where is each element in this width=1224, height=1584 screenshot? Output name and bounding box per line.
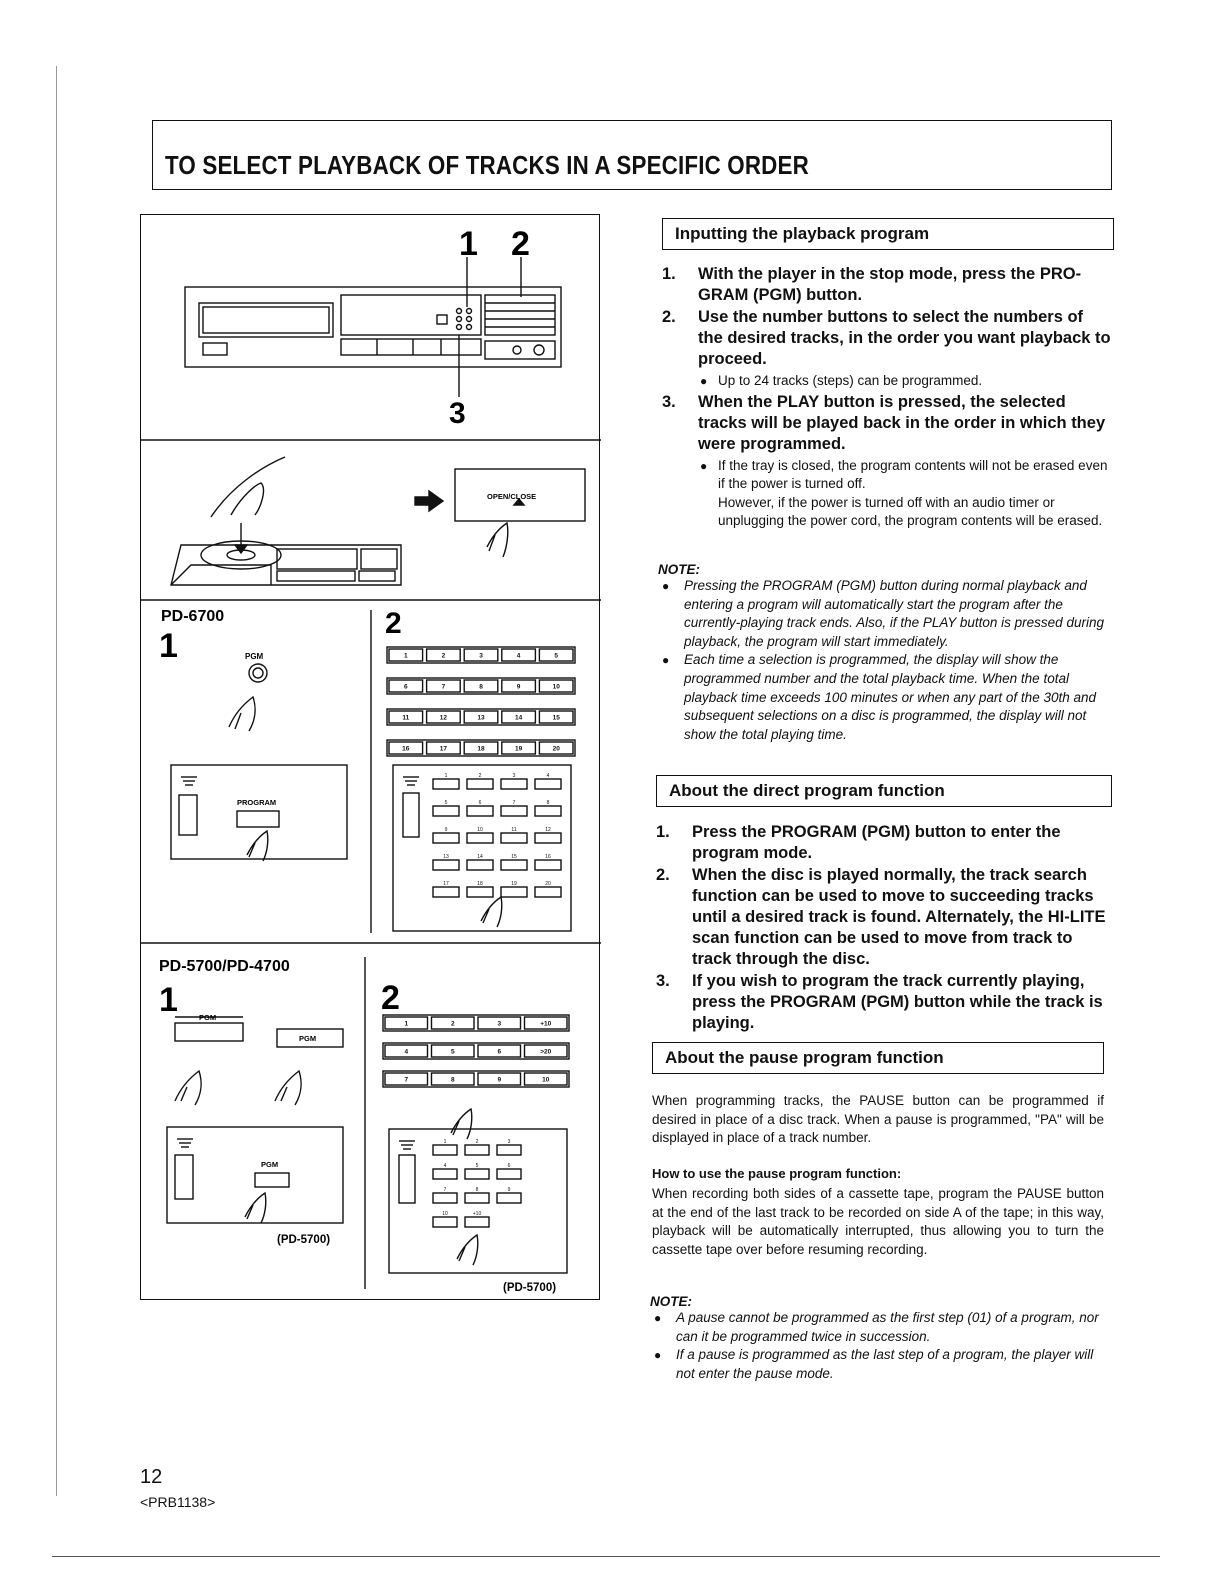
remote-number-key[interactable] [433, 779, 459, 789]
remote-key-label: 10 [477, 827, 483, 833]
remote-key-label: 7 [512, 800, 516, 806]
number-key-label: 17 [439, 745, 448, 753]
figure-panel [140, 214, 600, 1300]
pd5700-pgm-button: PGM [299, 1034, 317, 1043]
number-key-label: 8 [479, 683, 483, 691]
note-item: ● Each time a selection is programmed, the display will show the programmed number and the total playback time. When the total playback time exceeds 100 minutes or when any part of the 30th and subsequent selections on a disc is programmed, the display will not show the total playing time. [662, 652, 1097, 742]
remote-number-key[interactable] [465, 1217, 489, 1227]
remote-key-label: 1 [444, 773, 448, 779]
margin-rule [56, 66, 57, 1496]
number-key-label: 11 [402, 714, 410, 722]
number-key-label: 5 [554, 652, 559, 660]
remote-number-key[interactable] [535, 833, 561, 843]
remote-key-label: 9 [507, 1187, 511, 1193]
pd6700-label: PD-6700 [161, 608, 225, 625]
remote-key-label: 19 [511, 881, 517, 887]
remote-number-key[interactable] [467, 833, 493, 843]
remote-number-key[interactable] [501, 779, 527, 789]
note-item: ● A pause cannot be programmed as the first step (01) of a program, nor can it be programmed twice in succession. [654, 1310, 1099, 1344]
number-key-label: 3 [497, 1020, 502, 1028]
remote-number-key[interactable] [501, 806, 527, 816]
pd6700-step2: 2 [385, 607, 402, 640]
remote-key-label: 14 [477, 854, 483, 860]
pd6700-program-label: PROGRAM [237, 798, 277, 807]
number-key-label: >20 [540, 1048, 552, 1056]
remote-number-key[interactable] [535, 860, 561, 870]
number-key-label: 4 [404, 1048, 409, 1056]
callout-2: 2 [511, 225, 530, 263]
pd5700-step1: 1 [159, 981, 178, 1019]
remote-number-key[interactable] [535, 779, 561, 789]
open-close-label: OPEN/CLOSE [487, 492, 537, 501]
remote-number-key[interactable] [497, 1193, 521, 1203]
direct-step-2: 2. When the disc is played normally, the track search function can be used to move to succeeding tracks until a desired track is found. Alternately, the HI-LITE scan function can be used to move from track to track through the disc. [656, 866, 1106, 968]
number-key-label: 13 [477, 714, 485, 722]
remote-number-key[interactable] [501, 833, 527, 843]
direct-steps [656, 822, 1108, 1035]
page-number: 12 [140, 1466, 163, 1488]
pause-howto-text: When recording both sides of a cassette tape, program the PAUSE button at the end of the last track to be recorded on side A of the tape; in this way, playback will be automatically interrupted, thus allowing you to turn the cassette tape over before resuming recording. [652, 1186, 1104, 1257]
pd5700-remote-pgm: PGM [261, 1160, 279, 1169]
remote-key-label: 9 [444, 827, 448, 833]
remote-key-label: 15 [511, 854, 517, 860]
remote-number-key[interactable] [433, 1169, 457, 1179]
remote-number-key[interactable] [467, 860, 493, 870]
remote-number-key[interactable] [465, 1169, 489, 1179]
pd6700-step1: 1 [159, 627, 178, 665]
remote-key-label: 6 [507, 1163, 511, 1169]
footer-rule [52, 1556, 1160, 1557]
pd5700-remote-caption: (PD-5700) [277, 1234, 331, 1246]
remote-key-label: 8 [475, 1187, 479, 1193]
remote-number-key[interactable] [433, 1217, 457, 1227]
remote-key-label: 4 [443, 1163, 447, 1169]
note-item: ● Pressing the PROGRAM (PGM) button during normal playback and entering a program will automatically start the program after the currently-playing track ends. Also, if the PLAY button is pressed during playback, the program will start immediately. [662, 578, 1104, 649]
pause-howto-heading: How to use the pause program function: [652, 1166, 902, 1181]
number-key-label: 3 [479, 652, 483, 660]
number-key-label: 18 [477, 745, 485, 753]
remote-number-key[interactable] [433, 887, 459, 897]
inputting-step-2-sub: ● Up to 24 tracks (steps) can be programmed. [700, 373, 983, 388]
number-key-label: 7 [404, 1076, 409, 1084]
number-key-label: 14 [514, 714, 523, 722]
number-key-label: 10 [552, 683, 560, 691]
remote-key-label: 3 [512, 773, 516, 779]
remote-number-key[interactable] [535, 887, 561, 897]
remote-number-key[interactable] [501, 860, 527, 870]
page-title: TO SELECT PLAYBACK OF TRACKS IN A SPECIFIC ORDER [165, 150, 809, 180]
remote-key-label: 2 [478, 773, 482, 779]
pause-heading: About the pause program function [652, 1042, 1104, 1074]
inputting-step-3: 3. When the PLAY button is pressed, the selected tracks will be played back in the order in which they were programmed. ● If the tray is closed, the program contents will not be erased even if the power is turned off. However, if the power is turned off with an audio timer or unplugging the power cord, the program contents will be erased. [662, 392, 1112, 531]
remote-number-key[interactable] [501, 887, 527, 897]
pd5700-keypad-caption: (PD-5700) [503, 1282, 557, 1294]
number-key-label: 4 [516, 652, 521, 660]
remote-number-key[interactable] [467, 887, 493, 897]
inputting-notes [658, 562, 1110, 744]
number-key-label: 16 [402, 745, 410, 753]
remote-key-label: 2 [475, 1139, 479, 1145]
remote-key-label: 8 [546, 800, 550, 806]
remote-key-label: 13 [443, 854, 449, 860]
pause-intro: When programming tracks, the PAUSE button can be programmed if desired in place of a disc track. When a pause is programmed, "PA" will be displayed in place of a track number. [652, 1093, 1104, 1145]
note-label: NOTE: [658, 562, 700, 577]
number-key-label: 1 [403, 652, 408, 660]
remote-number-key[interactable] [465, 1145, 489, 1155]
number-key-label: 1 [404, 1020, 409, 1028]
number-key-label: 9 [497, 1076, 502, 1084]
note-label: NOTE: [650, 1294, 692, 1309]
direct-heading: About the direct program function [656, 775, 1112, 807]
pd6700-pgm-label: PGM [245, 652, 264, 661]
direct-step-3: 3. If you wish to program the track currently playing, press the PROGRAM (PGM) button while the track is playing. [656, 972, 1103, 1032]
number-key-label: 6 [403, 683, 408, 691]
remote-key-label: 17 [443, 881, 449, 887]
remote-number-key[interactable] [433, 1145, 457, 1155]
note-item: ● If a pause is programmed as the last step of a program, the player will not enter the pause mode. [654, 1347, 1094, 1381]
inputting-step-2: 2. Use the number buttons to select the numbers of the desired tracks, in the order you want playback to proceed. ● Up to 24 tracks (steps) can be programmed. [662, 307, 1112, 391]
remote-number-key[interactable] [535, 806, 561, 816]
remote-number-key[interactable] [467, 806, 493, 816]
number-key-label: 15 [552, 714, 560, 722]
doc-ref: <PRB1138> [140, 1494, 216, 1510]
number-key-label: 9 [516, 683, 521, 691]
remote-key-label: 4 [546, 773, 550, 779]
remote-number-key[interactable] [433, 1193, 457, 1203]
number-key-label: 5 [450, 1048, 455, 1056]
remote-number-key[interactable] [497, 1145, 521, 1155]
remote-number-key[interactable] [433, 833, 459, 843]
number-key-label: 2 [450, 1020, 455, 1028]
figure-illustration [141, 215, 601, 1301]
remote-number-key[interactable] [465, 1193, 489, 1203]
remote-number-key[interactable] [433, 860, 459, 870]
direct-step-1: 1. Press the PROGRAM (PGM) button to enter the program mode. [656, 823, 1061, 862]
title-box [152, 120, 1112, 190]
remote-key-label: 12 [545, 827, 551, 833]
inputting-step-3-sub: ● If the tray is closed, the program contents will not be erased even if the power is turned off. However, if the power is turned off with an audio timer or unplugging the power cord, the program contents will be erased. [700, 457, 1108, 528]
inputting-step-1: 1. With the player in the stop mode, press the PRO-GRAM (PGM) button. [662, 265, 1082, 304]
remote-key-label: 11 [511, 827, 517, 833]
pd5700-pgm-label: PGM [199, 1013, 217, 1022]
number-key-label: +10 [540, 1020, 552, 1028]
number-key-label: 6 [497, 1048, 502, 1056]
remote-key-label: 5 [444, 800, 448, 806]
inputting-heading: Inputting the playback program [662, 218, 1114, 250]
remote-key-label: 7 [443, 1187, 447, 1193]
pause-notes [650, 1294, 1102, 1383]
remote-number-key[interactable] [497, 1169, 521, 1179]
remote-key-label: 16 [545, 854, 551, 860]
remote-key-label: 5 [475, 1163, 479, 1169]
number-key-label: 2 [441, 652, 446, 660]
number-key-label: 20 [552, 745, 560, 753]
number-key-label: 7 [441, 683, 446, 691]
callout-1: 1 [459, 225, 478, 263]
remote-key-label: 3 [507, 1139, 511, 1145]
remote-number-key[interactable] [467, 779, 493, 789]
number-key-label: 19 [514, 745, 523, 753]
remote-key-label: +10 [472, 1211, 482, 1217]
remote-key-label: 10 [442, 1211, 448, 1217]
pd5700-step2: 2 [381, 979, 400, 1017]
number-key-label: 10 [542, 1076, 550, 1084]
remote-key-label: 18 [477, 881, 483, 887]
number-key-label: 8 [450, 1076, 455, 1084]
callout-3: 3 [449, 397, 466, 430]
remote-number-key[interactable] [433, 806, 459, 816]
pd5700-label: PD-5700/PD-4700 [159, 958, 290, 975]
remote-key-label: 20 [545, 881, 551, 887]
remote-key-label: 1 [443, 1139, 447, 1145]
inputting-steps [662, 264, 1112, 532]
remote-key-label: 6 [478, 800, 482, 806]
number-key-label: 12 [439, 714, 448, 722]
